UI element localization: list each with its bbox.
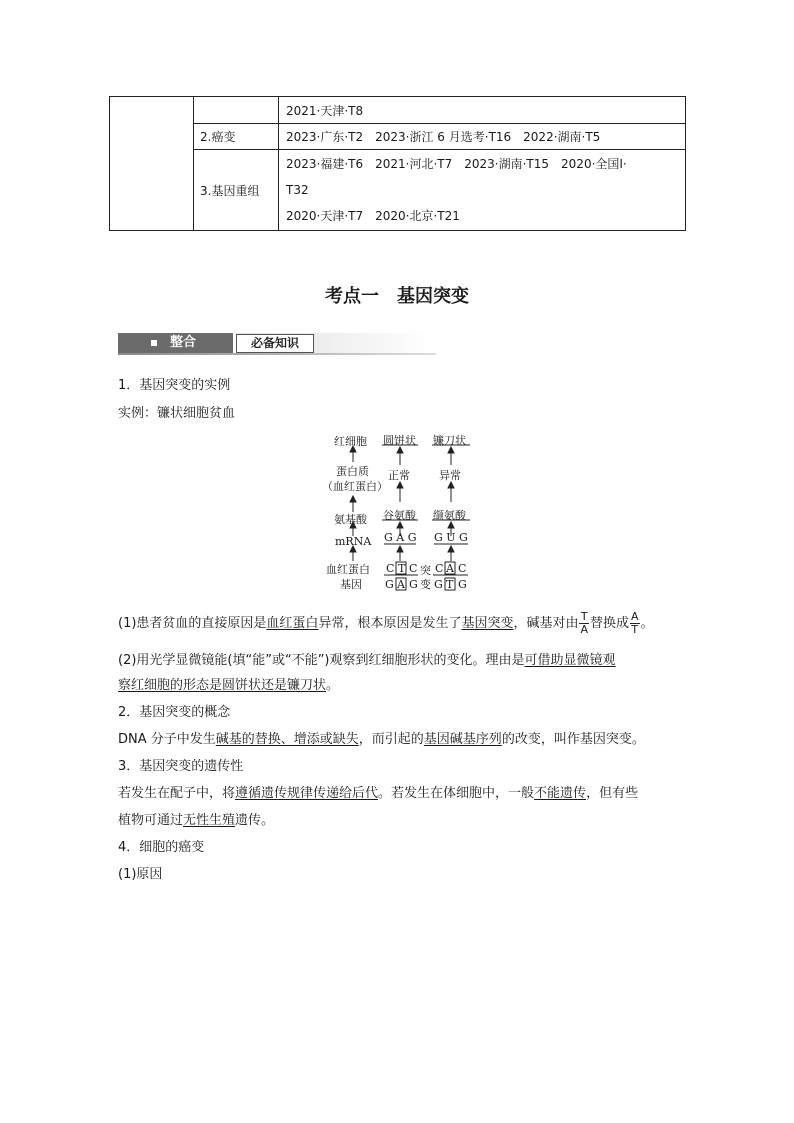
s2-paragraph: [118, 730, 688, 750]
sickle-cell-diagram: [320, 430, 480, 595]
mutation-label-1: 突: [420, 564, 431, 577]
normal-mrna: G A G: [384, 531, 417, 544]
normal-shape: 圆饼状: [383, 434, 416, 447]
q1-paragraph: [118, 611, 688, 636]
banner-dark: [118, 333, 233, 353]
label-mrna: mRNA: [335, 535, 372, 548]
fraction-bottom: A: [580, 623, 589, 636]
s1-example: 实例：镰状细胞贫血: [118, 406, 236, 421]
label-hemoglobin: （血红蛋白）: [322, 480, 388, 493]
mutant-dna-bottom-2: T: [446, 578, 454, 591]
table-cell-item: 3.基因重组: [194, 150, 279, 231]
text: (2)用光学显微镜能(填“能”或“不能”)观察到红细胞形状的变化。理由是: [118, 653, 525, 668]
text: 植物可通过: [118, 813, 184, 828]
mutant-dna-top-2: A: [446, 562, 454, 575]
banner-box-label: 必备知识: [236, 334, 314, 353]
section-heading: 考点一 基因突变: [325, 286, 469, 307]
base-pair-from: [579, 611, 589, 636]
fraction-top: T: [580, 610, 588, 623]
text: 。若发生在体细胞中，一般: [378, 786, 535, 801]
table-row: [110, 150, 686, 231]
fraction-top: A: [631, 610, 639, 623]
q2-line1: [118, 651, 688, 671]
fraction-bottom: T: [631, 623, 639, 636]
text: ，碱基对由: [513, 616, 579, 631]
answer-blank: 血红蛋白: [266, 616, 319, 631]
normal-dna-top-2: T: [398, 562, 406, 575]
banner-dark-label: 整合: [170, 335, 197, 350]
s3-line1: [118, 784, 688, 804]
refs-line: 2023·福建·T6 2021·河北·T7 2023·湖南·T15 2020·全国Ⅰ·: [286, 157, 627, 172]
table-cell-item: 2.癌变: [194, 124, 279, 150]
s1-title: 1．基因突变的实例: [118, 378, 231, 393]
square-bullet-icon: [151, 340, 157, 346]
answer-blank: 察红细胞的形态是圆饼状还是镰刀状: [118, 678, 327, 693]
answer-blank: 基因突变: [461, 616, 514, 631]
mutant-mrna: G U G: [434, 531, 468, 544]
mutant-dna-bottom-1: G: [434, 578, 443, 591]
mutant-protein: 异常: [439, 469, 461, 482]
text: 。: [640, 616, 654, 631]
table-cell-topic: [110, 97, 194, 231]
text: DNA 分子中发生: [118, 732, 216, 747]
s2-title: 2．基因突变的概念: [118, 705, 231, 720]
table-row: [110, 124, 686, 150]
text: 异常，根本原因是发生了: [318, 616, 462, 631]
table-cell-item: [194, 97, 279, 124]
q2-line2: [118, 676, 688, 696]
normal-amino-acid: 谷氨酸: [383, 509, 416, 522]
table-row: [110, 97, 686, 124]
table-cell-refs: [279, 150, 686, 231]
normal-dna-bottom-3: G: [409, 578, 418, 591]
answer-blank: 碱基的替换、增添或缺失: [215, 732, 359, 747]
text: 替换成: [590, 616, 630, 631]
s4-sub: (1)原因: [118, 867, 163, 882]
mutation-label-2: 变: [420, 578, 431, 591]
text: ，但有些: [586, 786, 639, 801]
mutant-shape: 镰刀状: [433, 434, 466, 447]
refs-line: 2020·天津·T7 2020·北京·T21: [286, 209, 460, 224]
table-cell-refs: 2021·天津·T8: [279, 97, 686, 124]
s4-title: 4．细胞的癌变: [118, 840, 205, 855]
answer-blank: 不能遗传: [534, 786, 587, 801]
answer-blank: 基因碱基序列: [423, 732, 502, 747]
s3-title: 3．基因突变的遗传性: [118, 759, 244, 774]
answer-blank: 遵循遗传规律传递给后代: [235, 786, 379, 801]
answer-blank: 可借助显微镜观: [524, 653, 616, 668]
normal-dna-top-3: C: [409, 562, 418, 575]
label-hemoglobin-gene-1: 血红蛋白: [326, 563, 370, 576]
refs-line: T32: [286, 183, 309, 198]
table-cell-refs: 2023·广东·T2 2023·浙江 6 月选考·T16 2022·湖南·T5: [279, 124, 686, 150]
normal-protein: 正常: [388, 469, 410, 482]
normal-dna-top-1: C: [386, 562, 395, 575]
exam-reference-table: [109, 96, 686, 231]
s3-line2: [118, 811, 688, 831]
base-pair-to: [630, 611, 640, 636]
mutant-dna-top-3: C: [458, 562, 467, 575]
banner-rule: [118, 353, 436, 355]
normal-dna-bottom-1: G: [385, 578, 394, 591]
text: 的改变，叫作基因突变。: [501, 732, 645, 747]
text: (1)患者贫血的直接原因是: [118, 616, 267, 631]
label-protein: 蛋白质: [336, 465, 369, 478]
answer-blank: 无性生殖: [183, 813, 236, 828]
label-red-cell: 红细胞: [334, 435, 367, 448]
text: 遗传。: [235, 813, 275, 828]
text: 。: [326, 678, 340, 693]
mutant-dna-bottom-3: G: [458, 578, 467, 591]
label-amino-acid: 氨基酸: [334, 513, 367, 526]
text: 若发生在配子中，将: [118, 786, 236, 801]
text: ，而引起的: [358, 732, 424, 747]
normal-dna-bottom-2: A: [397, 578, 405, 591]
label-hemoglobin-gene-2: 基因: [340, 578, 362, 591]
mutant-amino-acid: 缬氨酸: [433, 509, 466, 522]
section-banner: [118, 333, 436, 355]
mutant-dna-top-1: C: [435, 562, 444, 575]
